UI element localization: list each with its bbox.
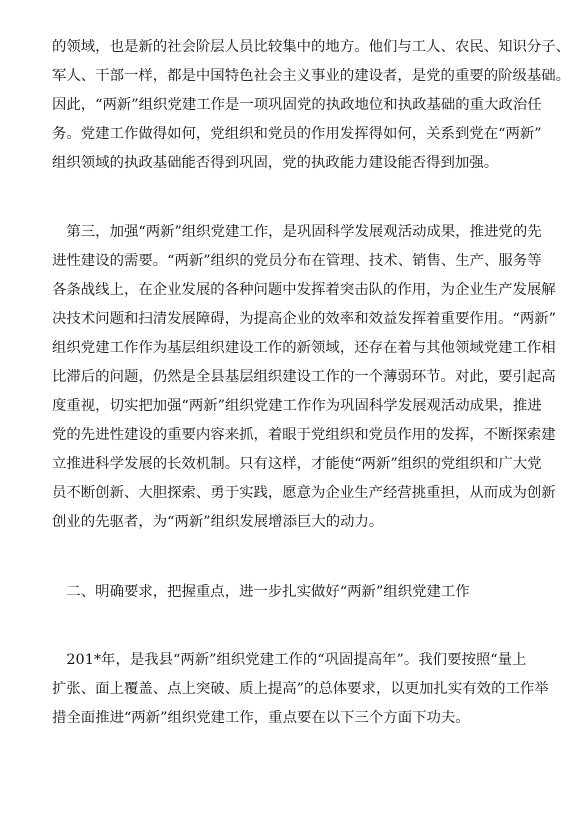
paragraph-2-line-8: 党的先进性建设的重要内容来抓，着眼于党组织和党员作用的发挥，不断探索建 (52, 427, 556, 443)
paragraph-2-line-7: 度重视，切实把加强“两新”组织党建工作作为巩固科学发展观活动成果，推进 (52, 398, 542, 414)
paragraph-2-line-9: 立推进科学发展的长效机制。只有这样，才能使“两新”组织的党组织和广大党 (52, 456, 542, 472)
paragraph-1-line-4: 务。党建工作做得如何，党组织和党员的作用发挥得如何，关系到党在“两新” (52, 126, 542, 142)
paragraph-2-line-10: 员不断创新、大胆探索、勇于实践，愿意为企业生产经营挑重担，从而成为创新 (52, 485, 556, 501)
paragraph-2-line-3: 各条战线上，在企业发展的各种问题中发挥着突击队的作用，为企业生产发展解 (52, 282, 556, 298)
paragraph-3-line-1: 201*年，是我县“两新”组织党建工作的“巩固提高年”。我们要按照“量上 (52, 652, 527, 668)
paragraph-2-line-11: 创业的先驱者，为“两新”组织发展增添巨大的动力。 (52, 514, 384, 530)
paragraph-1-line-1: 的领域，也是新的社会阶层人员比较集中的地方。他们与工人、农民、知识分子、 (52, 39, 571, 55)
paragraph-2-line-5: 组织党建工作作为基层组织建设工作的新领域，还存在着与其他领域党建工作相 (52, 340, 556, 356)
paragraph-2-line-6: 比滞后的问题，仍然是全县基层组织建设工作的一个薄弱环节。对此，要引起高 (52, 369, 556, 385)
section-heading: 二、明确要求，把握重点，进一步扎实做好“两新”组织党建工作 (52, 584, 470, 600)
paragraph-2-line-4: 决技术问题和扫清发展障碍，为提高企业的效率和效益发挥着重要作用。“两新” (52, 311, 556, 327)
paragraph-1-line-5: 组织领域的执政基础能否得到巩固，党的执政能力建设能否得到加强。 (52, 155, 499, 171)
paragraph-2-line-2: 进性建设的需要。“两新”组织的党员分布在管理、技术、销售、生产、服务等 (52, 253, 542, 269)
paragraph-1-line-3: 因此，“两新”组织党建工作是一项巩固党的执政地位和执政基础的重大政治任 (52, 97, 542, 113)
paragraph-3-line-3: 措全面推进“两新”组织党建工作，重点要在以下三个方面下功夫。 (52, 710, 470, 726)
paragraph-3-line-2: 扩张、面上覆盖、点上突破、质上提高”的总体要求，以更加扎实有效的工作举 (52, 681, 549, 697)
paragraph-1-line-2: 军人、干部一样，都是中国特色社会主义事业的建设者，是党的重要的阶级基础。 (52, 68, 571, 84)
paragraph-2-line-1: 第三，加强“两新”组织党建工作，是巩固科学发展观活动成果，推进党的先 (52, 224, 542, 240)
